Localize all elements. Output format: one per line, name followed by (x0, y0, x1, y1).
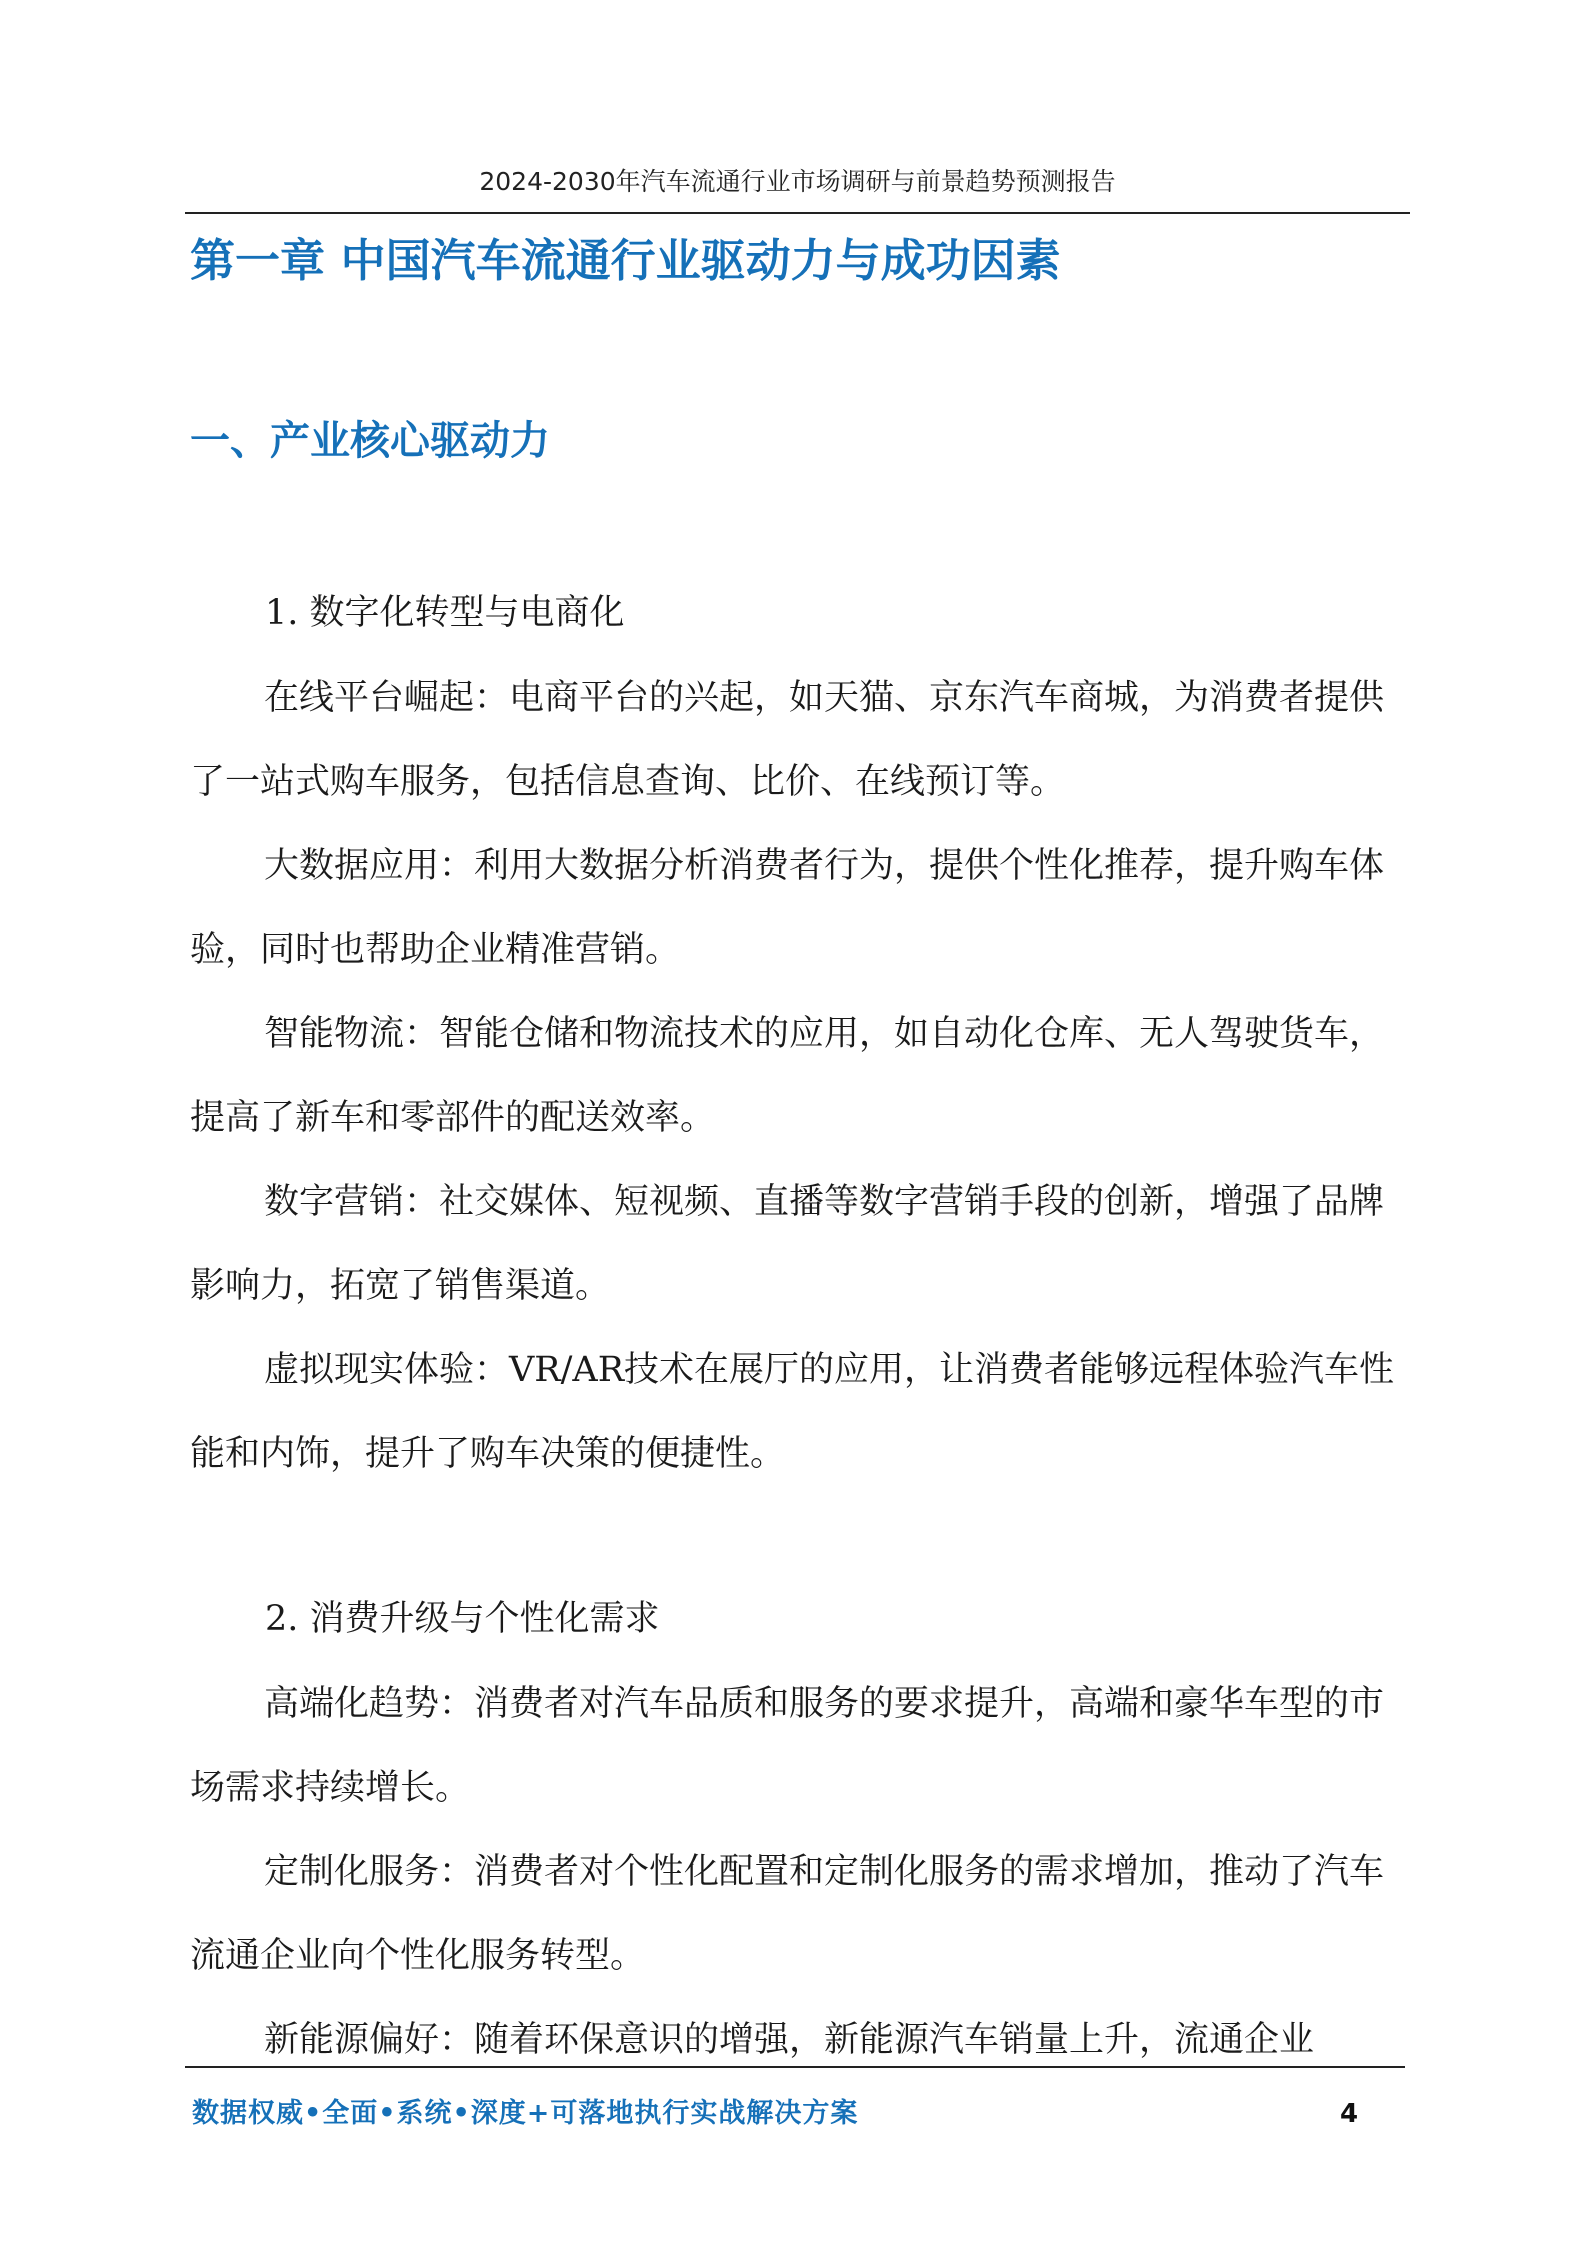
running-header-title: 2024-2030年汽车流通行业市场调研与前景趋势预测报告 (479, 167, 1116, 196)
page-number: 4 (1340, 2099, 1359, 2129)
paragraph-big-data: 大数据应用：利用大数据分析消费者行为，提供个性化推荐，提升购车体验，同时也帮助企业精准营销。 (190, 846, 1385, 970)
paragraph-customization: 定制化服务：消费者对个性化配置和定制化服务的需求增加，推动了汽车流通企业向个性化服务转型。 (190, 1852, 1385, 1976)
paragraph-online-platform: 在线平台崛起：电商平台的兴起，如天猫、京东汽车商城，为消费者提供了一站式购车服务，包括信息查询、比价、在线预订等。 (190, 678, 1385, 802)
section-title: 一、产业核心驱动力 (190, 418, 550, 464)
subsection-heading-1: 1. 数字化转型与电商化 (265, 593, 625, 633)
paragraph-high-end-trend: 高端化趋势：消费者对汽车品质和服务的要求提升，高端和豪华车型的市场需求持续增长。 (190, 1684, 1385, 1808)
paragraph-digital-marketing: 数字营销：社交媒体、短视频、直播等数字营销手段的创新，增强了品牌影响力，拓宽了销售渠道。 (190, 1182, 1385, 1306)
paragraph-virtual-reality: 虚拟现实体验：VR/AR技术在展厅的应用，让消费者能够远程体验汽车性能和内饰，提升了购车决策的便捷性。 (190, 1350, 1395, 1474)
subsection-heading-2: 2. 消费升级与个性化需求 (265, 1599, 660, 1639)
footer-rule (185, 2066, 1405, 2068)
footer-slogan: 数据权威•全面•系统•深度+可落地执行实战解决方案 (192, 2098, 859, 2129)
paragraph-smart-logistics: 智能物流：智能仓储和物流技术的应用，如自动化仓库、无人驾驶货车，提高了新车和零部件的配送效率。 (190, 1014, 1385, 1138)
chapter-title: 第一章 中国汽车流通行业驱动力与成功因素 (190, 234, 1061, 287)
running-header (185, 164, 1410, 214)
paragraph-new-energy: 新能源偏好：随着环保意识的增强，新能源汽车销量上升，流通企业 (264, 2020, 1315, 2060)
